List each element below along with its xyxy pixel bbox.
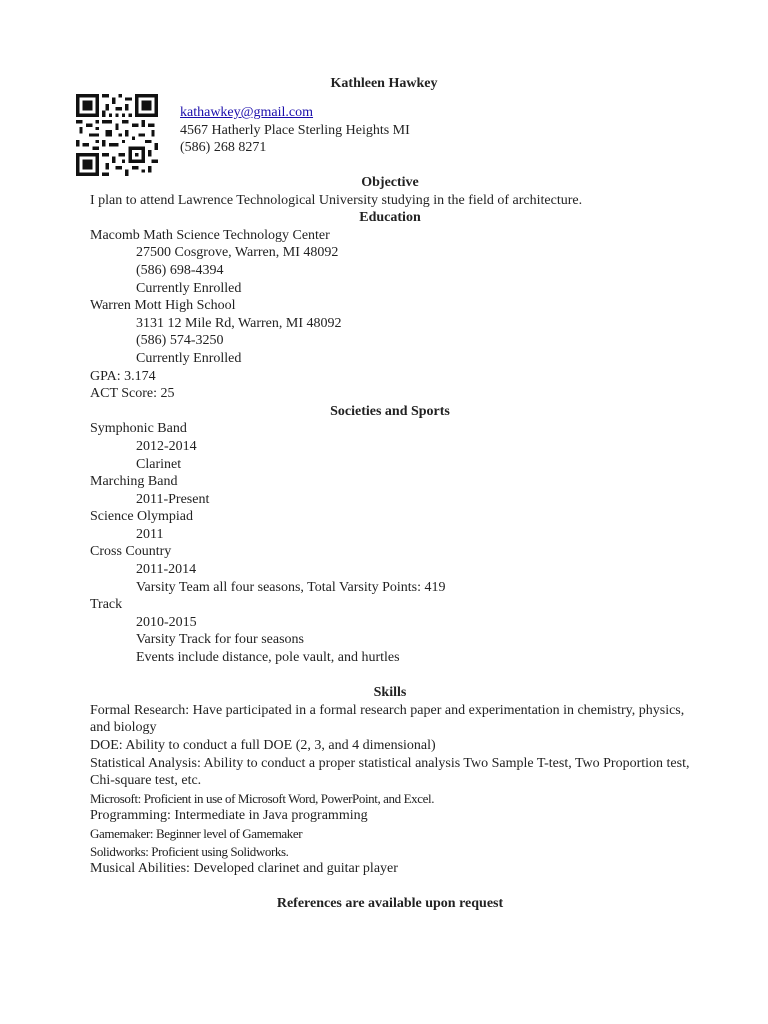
email-link[interactable]: kathawkey@gmail.com [180, 105, 314, 120]
activity-detail: 2010-2015 [136, 614, 197, 630]
activity-name: Marching Band [90, 474, 178, 490]
activity-detail: 2011-2014 [136, 562, 197, 578]
phone: (586) 268 8271 [180, 140, 267, 155]
resume-body [90, 174, 690, 913]
education-heading: Education [359, 210, 421, 226]
spacer [90, 667, 690, 685]
activity-detail: Clarinet [136, 456, 182, 472]
societies-heading: Societies and Sports [330, 403, 450, 419]
skill-item: Programming: Intermediate in Java programming [90, 808, 368, 824]
activity-detail: Events include distance, pole vault, and hurtles [136, 650, 400, 666]
school-address: 27500 Cosgrove, Warren, MI 48092 [136, 245, 339, 261]
activity-detail: 2011 [136, 526, 164, 542]
qr-code-icon [76, 94, 158, 176]
school-name: Macomb Math Science Technology Center [90, 227, 330, 243]
activity-name: Symphonic Band [90, 421, 187, 437]
activity-detail: 2011-Present [136, 491, 210, 507]
skill-item: Solidworks: Proficient using Solidworks. [90, 843, 289, 859]
resume-name: Kathleen Hawkey [330, 76, 438, 91]
skill-item: Gamemaker: Beginner level of Gamemaker [90, 825, 303, 841]
objective-text: I plan to attend Lawrence Technological University studying in the field of architecture. [90, 192, 583, 208]
activity-detail: 2012-2014 [136, 438, 197, 454]
address: 4567 Hatherly Place Sterling Heights MI [180, 122, 410, 138]
skill-item: Formal Research: Have participated in a formal research paper and experimentation in chemistry, physics, and biology [90, 702, 685, 736]
activity-detail: Varsity Team all four seasons, Total Varsity Points: 419 [136, 579, 446, 595]
school-address: 3131 12 Mile Rd, Warren, MI 48092 [136, 315, 342, 331]
school-phone: (586) 574-3250 [136, 333, 224, 349]
skill-item: Musical Abilities: Developed clarinet and guitar player [90, 861, 398, 877]
skill-item: Statistical Analysis: Ability to conduct a proper statistical analysis Two Sample T-test, Two Proportion test, Chi-square test, etc. [90, 755, 690, 789]
school-status: Currently Enrolled [136, 350, 242, 366]
school-name: Warren Mott High School [90, 298, 236, 314]
activity-detail: Varsity Track for four seasons [136, 632, 304, 648]
contact-block [180, 104, 410, 157]
references-note: References are available upon request [276, 896, 504, 912]
gpa: GPA: 3.174 [90, 368, 156, 384]
activity-name: Track [90, 597, 123, 613]
skill-item: Microsoft: Proficient in use of Microsoft Word, PowerPoint, and Excel. [90, 790, 435, 806]
activity-name: Cross Country [90, 544, 172, 560]
skill-item: DOE: Ability to conduct a full DOE (2, 3, and 4 dimensional) [90, 738, 436, 753]
school-status: Currently Enrolled [136, 280, 242, 296]
activity-name: Science Olympiad [90, 509, 194, 525]
act-score: ACT Score: 25 [90, 386, 175, 402]
school-phone: (586) 698-4394 [136, 262, 224, 278]
spacer [90, 878, 690, 896]
skills-heading: Skills [373, 685, 407, 701]
objective-heading: Objective [361, 175, 419, 190]
